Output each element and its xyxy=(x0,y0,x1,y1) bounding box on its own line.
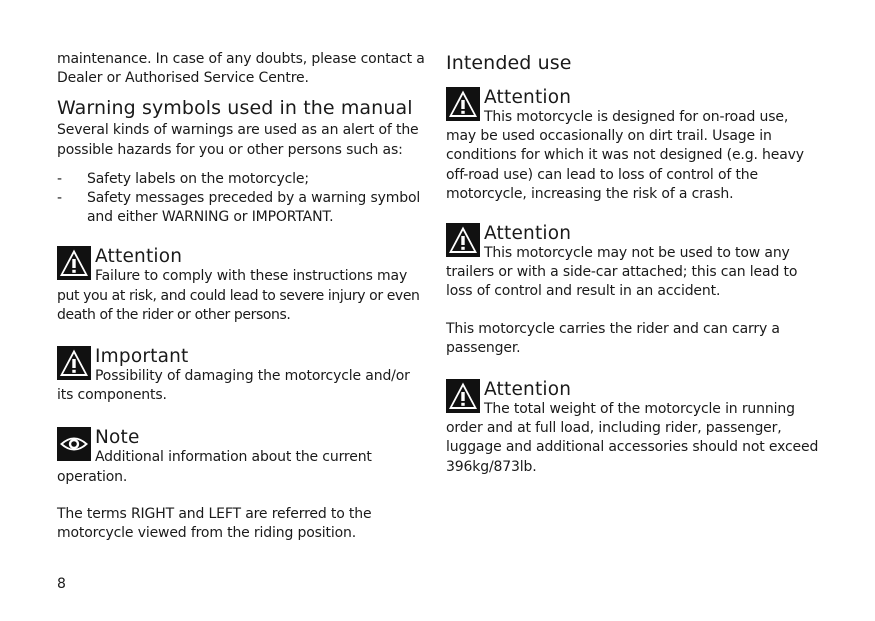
important-callout xyxy=(57,346,432,405)
callout-title: Attention xyxy=(484,379,572,401)
callout-text: its components. xyxy=(57,387,167,404)
passenger-note: This motorcycle carries the rider and can carry a passenger. xyxy=(446,320,780,356)
intro-paragraph: maintenance. In case of any doubts, please contact a Dealer or Authorised Service Centre. xyxy=(57,51,425,87)
intended-use-heading: Intended use xyxy=(446,52,572,74)
warning-triangle-icon xyxy=(446,379,480,413)
attention-callout xyxy=(57,246,432,325)
callout-text: trailers or with a side-car attached; this can lead to loss of control and result in an accident. xyxy=(446,264,798,300)
warning-triangle-icon xyxy=(446,223,480,257)
terms-note: The terms RIGHT and LEFT are referred to the motorcycle viewed from the riding position. xyxy=(57,505,372,542)
note-callout xyxy=(57,427,432,486)
weight-attention-callout xyxy=(446,379,821,477)
callout-title: Attention xyxy=(484,87,572,108)
eye-icon xyxy=(57,427,91,461)
list-dash: - xyxy=(57,170,62,187)
list-item-text: Safety labels on the motorcycle; xyxy=(87,170,309,187)
left-column xyxy=(57,50,432,543)
callout-text-first-line: Failure to comply with these instructions may xyxy=(95,268,408,285)
callout-text-first-line: This motorcycle may not be used to tow any xyxy=(484,245,790,262)
attention-callout xyxy=(446,223,821,302)
callout-title: Attention xyxy=(484,223,572,245)
callout-text-first-line: This motorcycle is designed for on-road use, xyxy=(484,109,789,125)
callout-text: operation. xyxy=(57,468,128,485)
callout-title: Note xyxy=(95,427,140,449)
warning-triangle-icon xyxy=(446,87,480,121)
list-item-text: Safety messages preceded by a warning symbol and either WARNING or IMPORTANT. xyxy=(87,190,421,226)
warning-symbols-lead: Several kinds of warnings are used as an alert of the possible hazards for you or other persons such as: xyxy=(57,122,419,158)
warning-symbols-heading: Warning symbols used in the manual xyxy=(57,97,413,120)
hazard-list xyxy=(57,170,432,228)
right-column xyxy=(446,50,821,477)
warning-triangle-icon xyxy=(57,246,91,280)
callout-text-first-line: The total weight of the motorcycle in running xyxy=(484,401,795,418)
attention-callout xyxy=(446,87,821,204)
callout-text: put you at risk, and could lead to severe injury or even death of the rider or other persons. xyxy=(57,287,420,323)
warning-triangle-icon xyxy=(57,346,91,380)
page-number: 8 xyxy=(57,576,66,592)
callout-text-first-line: Additional information about the current xyxy=(95,449,372,466)
callout-text: order and at full load, including rider, passenger, luggage and additional accessories should not exceed 396kg/873lb. xyxy=(446,420,819,475)
callout-title: Attention xyxy=(95,246,183,268)
callout-title: Important xyxy=(95,346,189,368)
callout-text-first-line: Possibility of damaging the motorcycle and/or xyxy=(95,368,410,385)
list-dash: - xyxy=(57,190,62,207)
callout-text: may be used occasionally on dirt trail. Usage in conditions for which it was not designed (e.g. heavy off-road use) can lead to loss of control of the motorcycle, increasing the risk of a crash. xyxy=(446,128,804,202)
list-item xyxy=(57,170,432,189)
list-item xyxy=(57,189,432,227)
